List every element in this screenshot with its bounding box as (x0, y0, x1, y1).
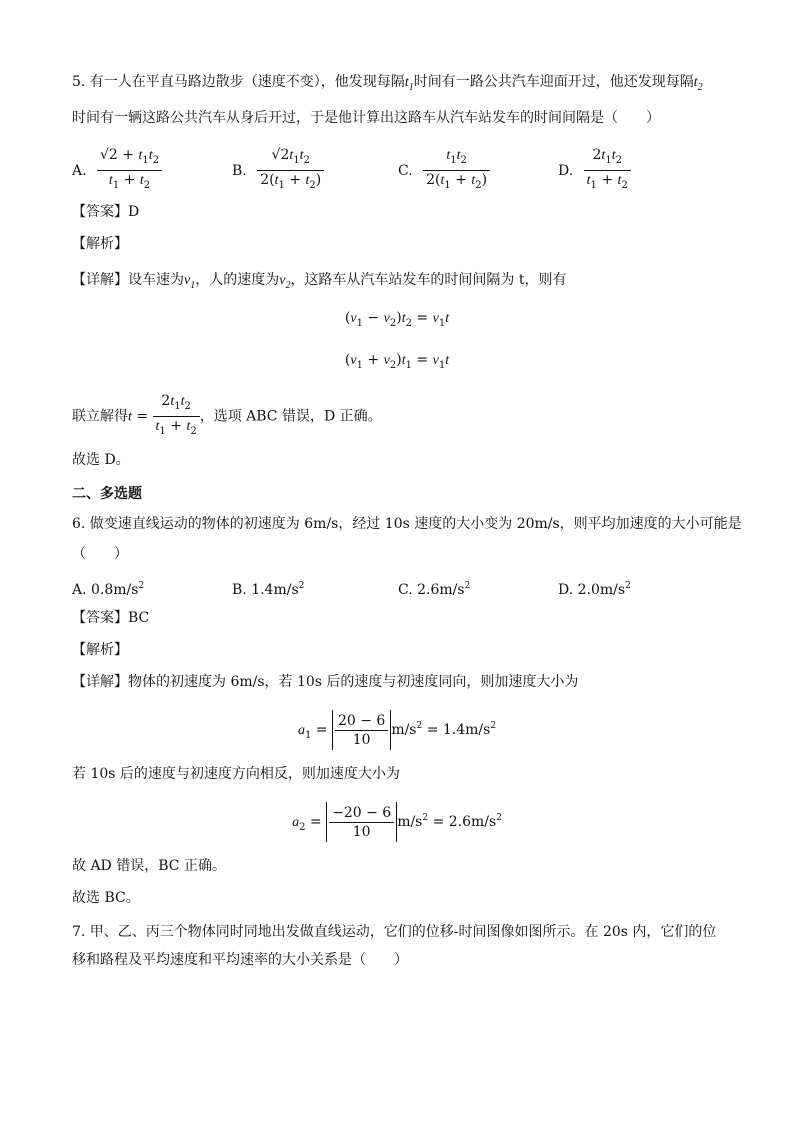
q7-stem-line1: 7. 甲、乙、丙三个物体同时同地出发做直线运动，它们的位移-时间图像如图所示。在 20s 内，它们的位 (72, 924, 717, 940)
q5-stem-line1 (72, 72, 703, 98)
q6-answer: 【答案】BC (72, 610, 150, 626)
q5-option-a-formula: $\frac{√2 + t_1t_2}{t_1 + t_2}$ (97, 146, 162, 195)
q5-solve-formula: $\frac{2t_1t_2}{t_1 + t_2}$ (153, 392, 200, 441)
q6-stem-line1: 6. 做变速直线运动的物体的初速度为 6m/s，经过 10s 速度的大小变为 20m/s，则平均加速度的大小可能是 (72, 516, 742, 532)
var-v1: $v_1$ (184, 273, 196, 291)
q5-detail: 【详解】设车速为$v_1$，人的速度为$v_2$，这路车从汽车站发车的时间间隔为 t，则有 (72, 272, 567, 291)
q5-stem-text-a: 5. 有一人在平直马路边散步（速度不变），他发现每隔 (72, 74, 405, 90)
q5-answer: 【答案】D (72, 204, 140, 220)
q6-opposite: 若 10s 后的速度与初速度方向相反，则加速度大小为 (72, 766, 400, 782)
q5-option-c: C. $\frac{t_1t_2}{2(t_1 + t_2)}$ (398, 146, 490, 195)
q5-option-d-formula: $\frac{2t_1t_2}{t_1 + t_2}$ (584, 146, 631, 195)
q6-equation-1: $a_1$ = $\frac{20 - 6}{10}$ $m/s^2 = 1.4m/s^2$ (0, 706, 794, 756)
q6-option-c: C. $2.6m/s^2$ (398, 581, 471, 598)
q6-option-d: D. $2.0m/s^2$ (558, 581, 631, 598)
q6-analysis: 【解析】 (72, 642, 128, 658)
q5-analysis: 【解析】 (72, 236, 128, 252)
q6-choose: 故选 BC。 (72, 890, 140, 906)
q6-option-b: B. $1.4m/s^2$ (232, 581, 305, 598)
q6-equation-1-abs: $\frac{20 - 6}{10}$ (332, 710, 391, 750)
q6-equation-2-abs: $\frac{-20 - 6}{10}$ (326, 802, 397, 842)
q5-option-b-formula: $\frac{√2t_1t_2}{2(t_1 + t_2)}$ (257, 146, 324, 195)
q5-option-d: D. $\frac{2t_1t_2}{t_1 + t_2}$ (558, 146, 631, 195)
q6-detail: 【详解】物体的初速度为 6m/s，若 10s 后的速度与初速度同向，则加速度大小为 (72, 674, 579, 690)
q5-solve: 联立解得t = $\frac{2t_1t_2}{t_1 + t_2}$ ，选项 ABC 错误，D 正确。 (72, 392, 382, 441)
q6-stem-line2: （ ） (72, 546, 128, 562)
var-v2: $v_2$ (279, 273, 291, 291)
q5-stem-text-b: 时间有一路公共汽车迎面开过，他还发现每隔 (413, 74, 694, 90)
q5-option-b: B. $\frac{√2t_1t_2}{2(t_1 + t_2)}$ (232, 146, 324, 195)
q5-choose: 故选 D。 (72, 452, 130, 468)
q6-equation-2: $a_2$ = $\frac{-20 - 6}{10}$ $m/s^2 = 2.6m/s^2$ (0, 798, 794, 848)
q6-options (72, 576, 722, 596)
q5-option-c-formula: $\frac{t_1t_2}{2(t_1 + t_2)}$ (423, 146, 490, 195)
q6-conclusion: 故 AD 错误，BC 正确。 (72, 858, 226, 874)
q5-options (72, 146, 722, 190)
var-t1: $t_1$ (404, 75, 414, 93)
q6-option-a: A. $0.8m/s^2$ (72, 581, 145, 598)
section-title-multiple-choice: 二、多选题 (72, 486, 142, 502)
q5-equation-1: $(v_1 - v_2)t_2 = v_1t$ (344, 310, 450, 329)
q5-equation-2: $(v_1 + v_2)t_1 = v_1t$ (344, 352, 450, 371)
q5-option-a: A. $\frac{√2 + t_1t_2}{t_1 + t_2}$ (72, 146, 162, 195)
var-t2: $t_2$ (693, 75, 703, 93)
q7-stem-line2: 移和路程及平均速度和平均速率的大小关系是（ ） (72, 952, 408, 968)
q5-stem-line2: 时间有一辆这路公共汽车从身后开过，于是他计算出这路车从汽车站发车的时间间隔是（ ） (72, 110, 660, 126)
